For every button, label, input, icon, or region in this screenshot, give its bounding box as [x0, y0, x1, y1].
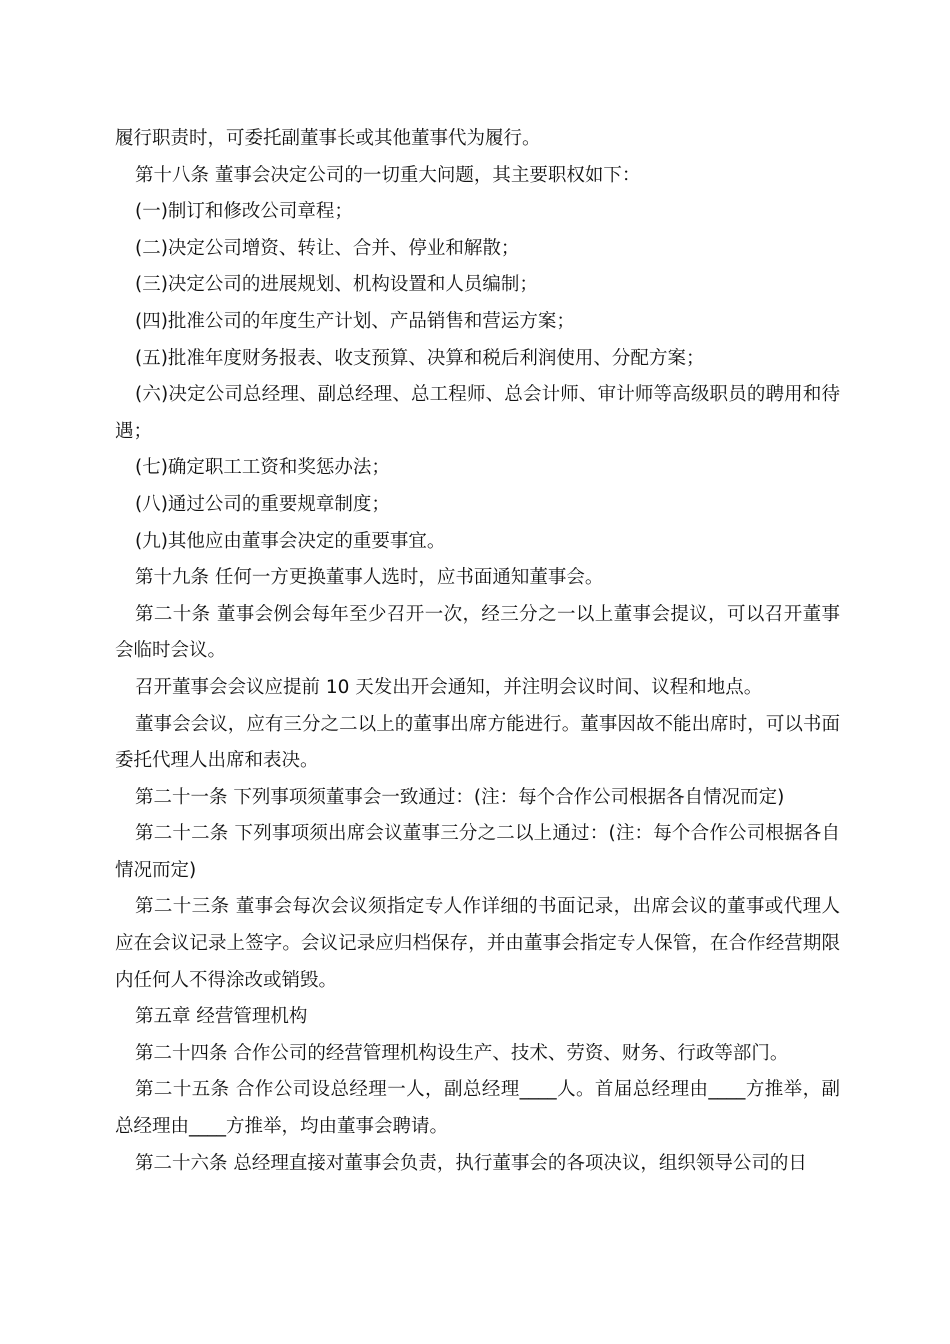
- article-21: 第二十一条 下列事项须董事会一致通过：(注：每个合作公司根据各自情况而定): [135, 786, 785, 808]
- article-26: 第二十六条 总经理直接对董事会负责，执行董事会的各项决议，组织领导公司的日: [135, 1152, 807, 1174]
- article-18: 第十八条 董事会决定公司的一切重大问题，其主要职权如下：: [135, 164, 641, 186]
- article-25: 第二十五条 合作公司设总经理一人，副总经理____人。首届总经理由____方推举，副总经理由____方推举，均由董事会聘请。: [115, 1079, 840, 1138]
- article-18-item-6: (六)决定公司总经理、副总经理、总工程师、总会计师、审计师等高级职员的聘用和待遇；: [115, 384, 840, 442]
- paragraph-continuation: 履行职责时，可委托副董事长或其他董事代为履行。: [115, 128, 541, 149]
- article-18-item-3: (三)决定公司的进展规划、机构设置和人员编制；: [135, 274, 538, 296]
- meeting-notice-paragraph: 召开董事会会议应提前 10 天发出开会通知，并注明会议时间、议程和地点。: [135, 676, 763, 698]
- meeting-quorum-paragraph: 董事会会议，应有三分之二以上的董事出席方能进行。董事因故不能出席时，可以书面委托代理人出席和表决。: [115, 713, 840, 772]
- article-18-item-7: (七)确定职工工资和奖惩办法；: [135, 457, 390, 479]
- article-24: 第二十四条 合作公司的经营管理机构设生产、技术、劳资、财务、行政等部门。: [135, 1042, 789, 1064]
- article-22: 第二十二条 下列事项须出席会议董事三分之二以上通过：(注：每个合作公司根据各自情况而定): [115, 823, 840, 881]
- article-18-item-1: (一)制订和修改公司章程；: [135, 201, 353, 223]
- article-18-item-5: (五)批准年度财务报表、收支预算、决算和税后利润使用、分配方案；: [135, 347, 705, 369]
- article-18-item-2: (二)决定公司增资、转让、合并、停业和解散；: [135, 237, 520, 259]
- article-23: 第二十三条 董事会每次会议须指定专人作详细的书面记录，出席会议的董事或代理人应在会议记录上签字。会议记录应归档保存，并由董事会指定专人保管，在合作经营期限内任何人不得涂改或销毁。: [115, 896, 840, 991]
- article-18-item-9: (九)其他应由董事会决定的重要事宜。: [135, 530, 446, 552]
- chapter-5-heading: 第五章 经营管理机构: [135, 1006, 308, 1028]
- article-18-item-8: (八)通过公司的重要规章制度；: [135, 493, 390, 515]
- article-18-item-4: (四)批准公司的年度生产计划、产品销售和营运方案；: [135, 310, 575, 332]
- document-body: [115, 121, 840, 1182]
- article-20: 第二十条 董事会例会每年至少召开一次，经三分之一以上董事会提议，可以召开董事会临时会议。: [115, 603, 840, 662]
- article-19: 第十九条 任何一方更换董事人选时，应书面通知董事会。: [135, 567, 604, 589]
